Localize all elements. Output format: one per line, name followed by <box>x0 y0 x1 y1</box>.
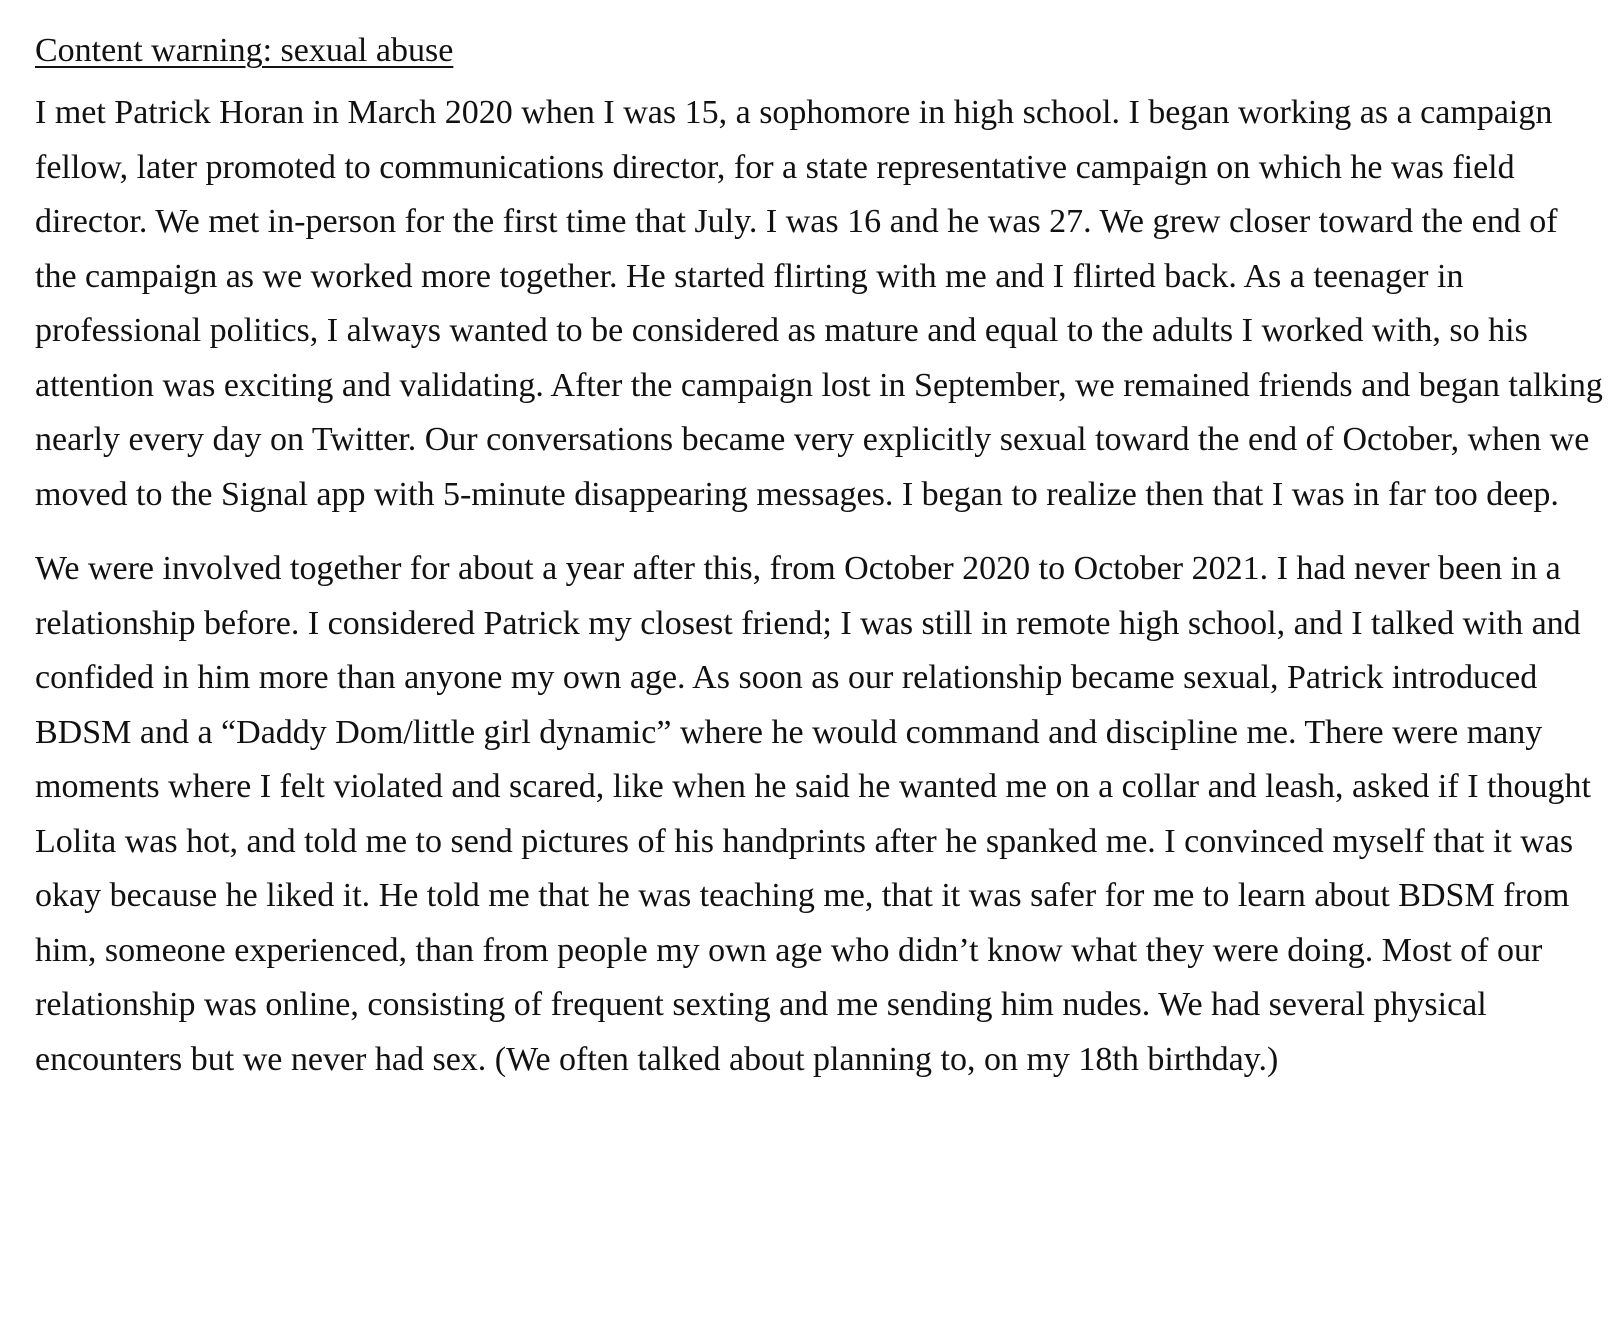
content-warning: Content warning: sexual abuse <box>35 32 454 69</box>
paragraph-2: We were involved together for about a year after this, from October 2020 to October 2021. I had never been in a relationship before. I considered Patrick my closest friend; I was still in remote high school, and I talked with and confided in him more than anyone my own age. As soon as our relationship became sexual, Patrick introduced BDSM and a “Daddy Dom/little girl dynamic” where he would command and discipline me. There were many moments where I felt violated and scared, like when he said he wanted me on a collar and leash, asked if I thought Lolita was hot, and told me to send pictures of his handprints after he spanked me. I convinced myself that it was okay because he liked it. He told me that he was teaching me, that it was safer for me to learn about BDSM from him, someone experienced, than from people my own age who didn’t know what they were doing. Most of our relationship was online, consisting of frequent sexting and me sending him nudes. We had several physical encounters but we never had sex. (We often talked about planning to, on my 18th birthday.) <box>35 550 1591 1078</box>
paragraph-1: I met Patrick Horan in March 2020 when I was 15, a sophomore in high school. I began working as a campaign fellow, later promoted to communications director, for a state representative campaign on which he was field director. We met in-person for the first time that July. I was 16 and he was 27. We grew closer toward the end of the campaign as we worked more together. He started flirting with me and I flirted back. As a teenager in professional politics, I always wanted to be considered as mature and equal to the adults I worked with, so his attention was exciting and validating. After the campaign lost in September, we remained friends and began talking nearly every day on Twitter. Our conversations became very explicitly sexual toward the end of October, when we moved to the Signal app with 5-minute disappearing messages. I began to realize then that I was in far too deep. <box>35 94 1603 513</box>
